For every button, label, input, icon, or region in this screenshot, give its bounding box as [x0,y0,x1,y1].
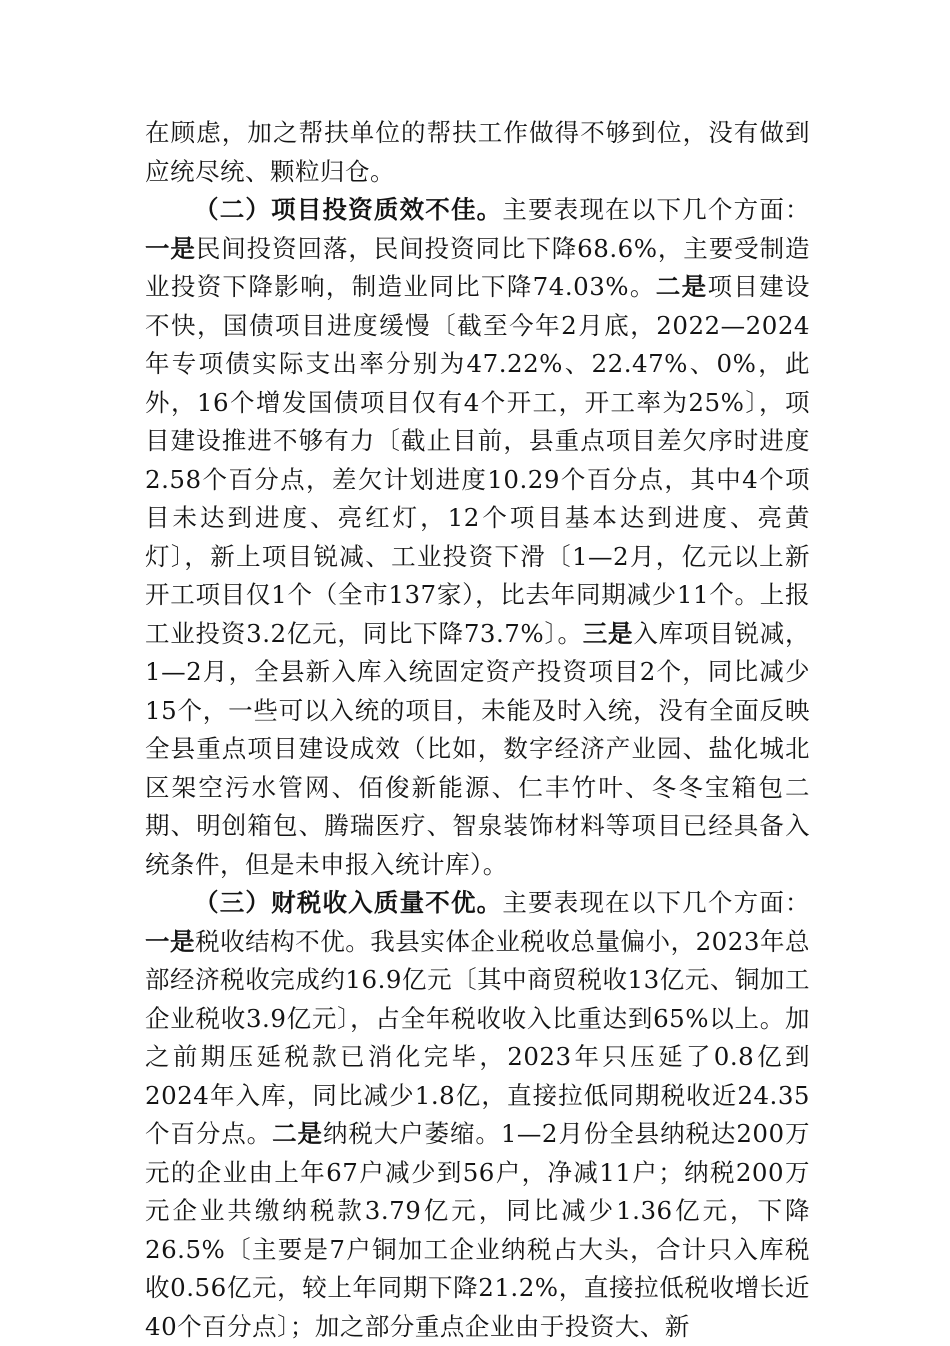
point-lead: 二是 [272,1119,323,1148]
paragraph-project-investment [145,191,810,884]
point-text: 纳税大户萎缩。1—2月份全县纳税达200万元的企业由上年67户减少到56户，净减11户；纳税200万元企业共缴纳税款3.79亿元，同比减少1.36亿元，下降26.5%〔主要是7户铜加工企业纳税占大头，合计只入库税收0.56亿元，较上年同期下降21.2%，直接拉低税收增长近40个百分点〕；加之部分重点企业由于投资大、新 [145,1119,811,1341]
paragraph-fiscal-revenue [145,884,810,1346]
section-heading: （三）财税收入质量不优。 [194,888,503,917]
section-intro: 主要表现在以下几个方面： [502,195,811,224]
section-intro: 主要表现在以下几个方面： [502,888,811,917]
point-lead: 一是 [145,233,196,263]
point-text: 税收结构不优。我县实体企业税收总量偏小，2023年总部经济税收完成约16.9亿元〔其中商贸税收13亿元、铜加工企业税收3.9亿元〕，占全年税收收入比重达到65%以上。加之前期压延税款已消化完毕，2023年只压延了0.8亿到2024年入库，同比减少1.8亿，直接拉低同期税收近24.35个百分点。 [145,926,810,1148]
section-heading: （二）项目投资质效不佳。 [194,195,503,224]
point-text: 民间投资回落，民间投资同比下降68.6%，主要受制造业投资下降影响，制造业同比下降74.03%。 [145,233,810,301]
paragraph-continuation [145,114,810,191]
paragraph-text: 在顾虑，加之帮扶单位的帮扶工作做得不够到位，没有做到应统尽统、颗粒归仓。 [145,118,810,186]
document-body [145,114,810,1346]
point-text: 项目建设不快，国债项目进度缓慢〔截至今年2月底，2022—2024年专项债实际支出率分别为47.22%、22.47%、0%，此外，16个增发国债项目仅有4个开工，开工率为25%〕，项目建设推进不够有力〔截止目前，县重点项目差欠序时进度2.58个百分点，差欠计划进度10.29个百分点，其中4个项目未达到进度、亮红灯，12个项目基本达到进度、亮黄灯〕，新上项目锐减、工业投资下滑〔1—2月，亿元以上新开工项目仅1个（全市137家），比去年同期减少11个。上报工业投资3.2亿元，同比下降73.7%〕。 [145,272,811,648]
point-text: 入库项目锐减，1—2月，全县新入库入统固定资产投资项目2个，同比减少15个，一些可以入统的项目，未能及时入统，没有全面反映全县重点项目建设成效（比如，数字经济产业园、盐化城北区架空污水管网、佰俊新能源、仁丰竹叶、冬冬宝箱包二期、明创箱包、腾瑞医疗、智泉装饰材料等项目已经具备入统条件，但是未申报入统计库）。 [145,618,811,879]
point-lead: 二是 [655,272,708,301]
point-lead: 一是 [145,926,196,956]
point-lead: 三是 [582,618,634,648]
